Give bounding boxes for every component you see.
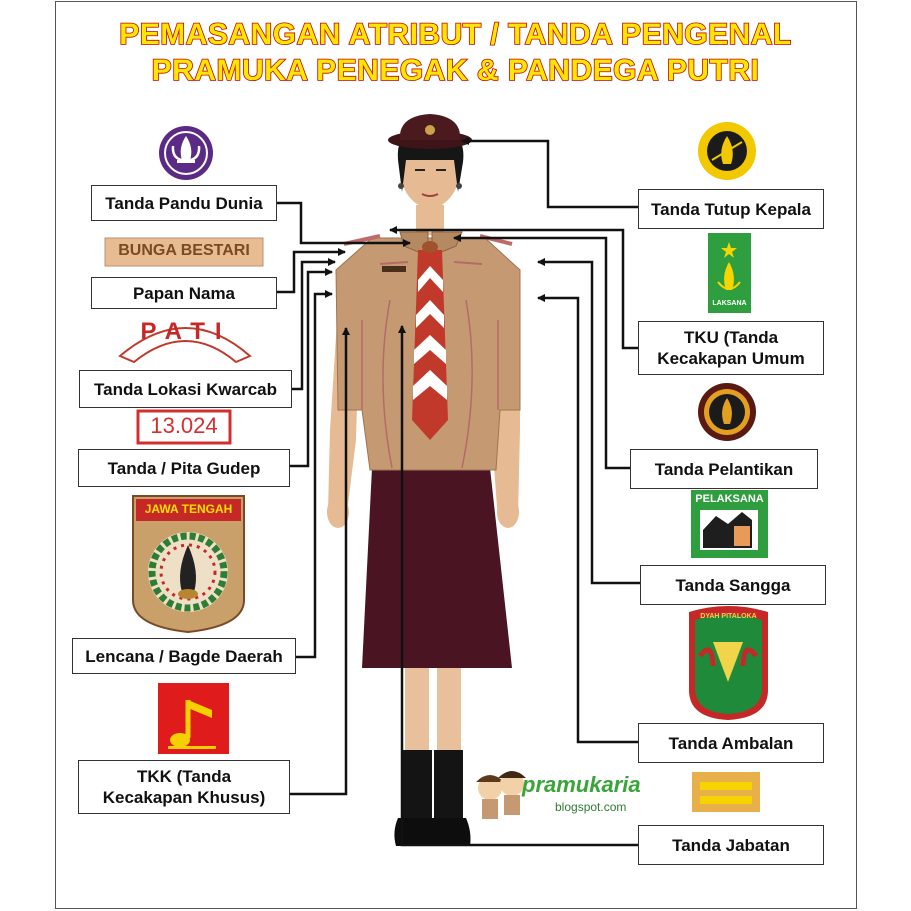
jawa-tengah-text: JAWA TENGAH <box>144 502 233 516</box>
gudep-number: 13.024 <box>150 413 218 438</box>
pandu-dunia-badge <box>159 126 213 180</box>
dyah-pitaloka-text: DYAH PITALOKA <box>700 613 757 620</box>
watermark-site: blogspot.com <box>555 800 627 814</box>
watermark-brand: pramukaria <box>522 772 641 797</box>
arrow-ambalan <box>538 298 638 742</box>
skirt <box>362 468 512 668</box>
left-shoe <box>394 818 436 846</box>
label-tutup-kepala: Tanda Tutup Kepala <box>638 189 824 229</box>
left-sock <box>403 750 432 820</box>
arrow-tutup-kepala <box>462 141 638 207</box>
label-tkk-line1: TKK (Tanda <box>136 767 232 786</box>
label-pita-gudep: Tanda / Pita Gudep <box>78 449 290 487</box>
arrow-pandu-dunia <box>277 203 410 243</box>
label-lokasi-kwarcab: Tanda Lokasi Kwarcab <box>79 370 292 408</box>
label-papan-nama: Papan Nama <box>91 277 277 309</box>
arrow-sangga <box>538 262 640 583</box>
bunga-bestari-text: BUNGA BESTARI <box>118 242 250 259</box>
jawa-tengah-badge <box>133 496 244 632</box>
label-pelantikan: Tanda Pelantikan <box>630 449 818 489</box>
label-tku-line1: TKU (Tanda <box>683 328 779 347</box>
jabatan-badge <box>692 772 760 812</box>
pramukaria-mascot <box>476 771 526 819</box>
label-tku <box>638 321 824 375</box>
label-tku-line2: Kecakapan Umum <box>657 349 805 368</box>
label-tkk <box>78 760 290 814</box>
label-lencana-daerah: Lencana / Bagde Daerah <box>72 638 296 674</box>
arrow-pita-gudep <box>290 272 332 466</box>
tutup-kepala-badge <box>698 122 756 180</box>
ambalan-badge <box>689 606 768 720</box>
label-ambalan: Tanda Ambalan <box>638 723 824 763</box>
pelantikan-badge <box>698 383 756 441</box>
tkk-music-badge <box>158 683 229 754</box>
label-jabatan: Tanda Jabatan <box>638 825 824 865</box>
scout-figure <box>327 114 520 846</box>
title-line-2: PRAMUKA PENEGAK & PANDEGA PUTRI <box>151 54 760 87</box>
label-tkk-line2: Kecakapan Khusus) <box>102 788 266 807</box>
right-sock <box>434 750 463 820</box>
right-shoe <box>432 818 471 846</box>
arrow-lokasi-kwarcab <box>292 262 335 389</box>
pelaksana-text: PELAKSANA <box>695 493 764 505</box>
label-pandu-dunia: Tanda Pandu Dunia <box>91 185 277 221</box>
title-line-1: PEMASANGAN ATRIBUT / TANDA PENGENAL <box>119 18 792 51</box>
label-sangga: Tanda Sangga <box>640 565 826 605</box>
pati-text: PATI <box>140 318 232 345</box>
laksana-text: LAKSANA <box>712 300 747 307</box>
